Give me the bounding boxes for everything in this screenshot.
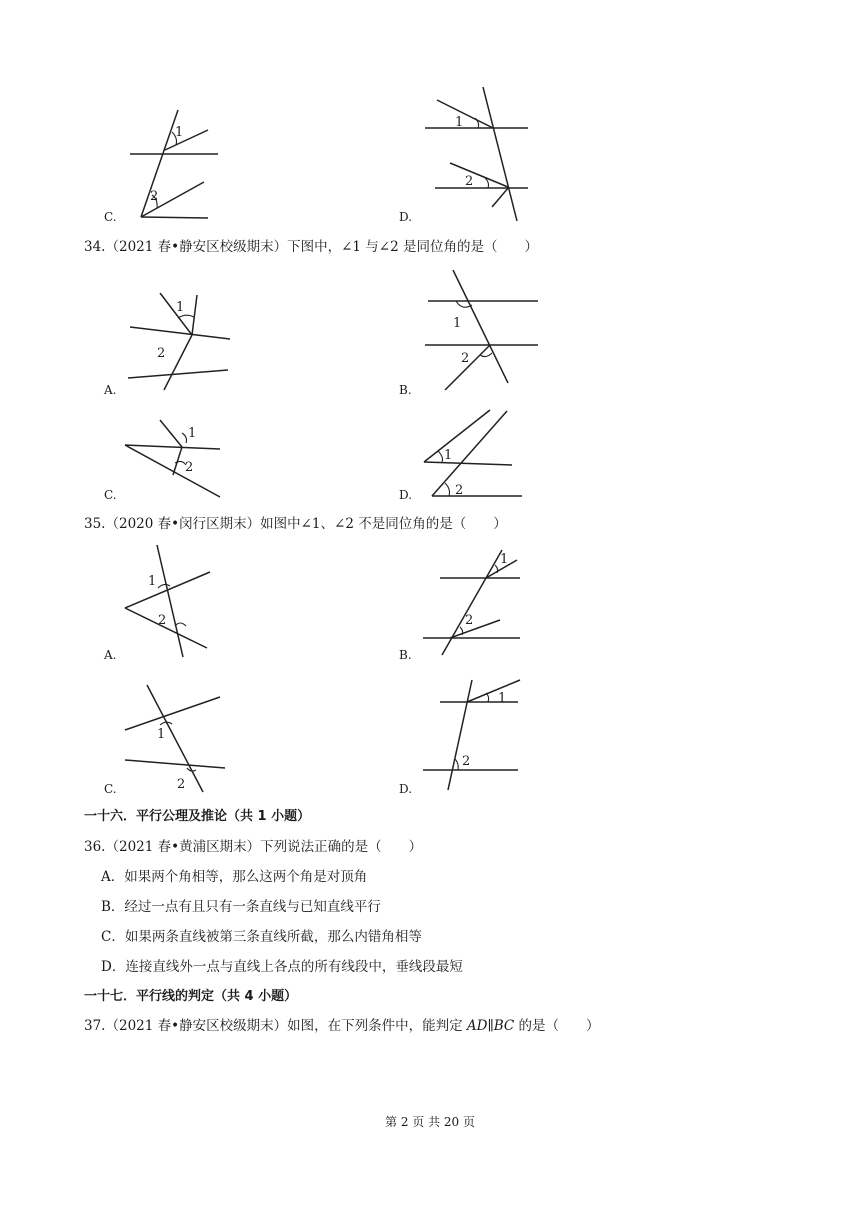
choice-b: B．经过一点有且只有一条直线与已知直线平行: [101, 899, 381, 915]
svg-text:2: 2: [465, 174, 474, 189]
question-35: [84, 515, 507, 533]
svg-text:1: 1: [455, 115, 464, 130]
choice-a: A．如果两个角相等，那么这两个角是对顶角: [101, 869, 368, 885]
question-37: [84, 1017, 600, 1035]
math-expression: AD∥BC: [466, 1018, 515, 1034]
svg-text:2: 2: [150, 189, 159, 204]
q34-figure-d: [420, 405, 530, 500]
option-label: D.: [399, 782, 413, 796]
question-text: 下图中，∠1 与∠2 是同位角的是（ ）: [287, 239, 538, 255]
question-source: （2021 春•静安区校级期末）: [105, 1018, 288, 1034]
option-label: C.: [104, 210, 117, 224]
question-source: （2021 春•静安区校级期末）: [105, 239, 288, 255]
svg-text:1: 1: [188, 426, 197, 441]
question-number: 35.: [84, 516, 106, 532]
option-label: B.: [399, 648, 412, 662]
svg-text:2: 2: [158, 613, 167, 628]
option-label: D.: [399, 210, 413, 224]
svg-text:2: 2: [185, 460, 194, 475]
svg-text:1: 1: [500, 552, 509, 567]
question-text: 如图，在下列条件中，能判定: [287, 1018, 467, 1034]
svg-text:2: 2: [461, 351, 470, 366]
question-text: 下列说法正确的是（ ）: [260, 839, 423, 855]
svg-text:1: 1: [453, 316, 462, 331]
svg-text:1: 1: [157, 727, 166, 742]
figure-top-c: [120, 100, 230, 225]
question-text: 如图中∠1、∠2 不是同位角的是（ ）: [260, 516, 507, 532]
q35-figure-c: [120, 680, 230, 795]
svg-text:1: 1: [148, 574, 157, 589]
q35-figure-d: [420, 675, 530, 795]
option-label: C.: [104, 488, 117, 502]
svg-text:2: 2: [177, 777, 186, 792]
question-number: 36.: [84, 839, 106, 855]
svg-text:2: 2: [465, 613, 474, 628]
question-36: [84, 838, 422, 856]
question-text-end: 的是（ ）: [514, 1018, 600, 1034]
choice-d: D．连接直线外一点与直线上各点的所有线段中，垂线段最短: [101, 959, 463, 975]
q35-figure-a: [120, 540, 220, 660]
svg-text:1: 1: [498, 691, 507, 706]
q34-figure-c: [120, 415, 230, 500]
choice-c: C．如果两条直线被第三条直线所截，那么内错角相等: [101, 929, 422, 945]
question-number: 34.: [84, 239, 106, 255]
section-heading-17: 一十七．平行线的判定（共 4 小题）: [84, 989, 298, 1004]
q34-figure-a: [120, 285, 235, 395]
q34-figure-b: [420, 265, 545, 395]
q35-figure-b: [420, 545, 525, 660]
question-number: 37.: [84, 1018, 106, 1034]
svg-text:2: 2: [462, 754, 471, 769]
svg-text:1: 1: [176, 300, 185, 315]
question-34: [84, 238, 538, 256]
option-label: A.: [104, 648, 117, 662]
question-source: （2021 春•黄浦区期末）: [105, 839, 261, 855]
svg-text:1: 1: [444, 448, 453, 463]
svg-text:1: 1: [175, 125, 184, 140]
option-label: A.: [104, 383, 117, 397]
question-source: （2020 春•闵行区期末）: [105, 516, 261, 532]
figure-top-d: [420, 85, 535, 225]
section-heading-16: 一十六．平行公理及推论（共 1 小题）: [84, 809, 311, 824]
option-label: D.: [399, 488, 413, 502]
page-footer: 第 2 页 共 20 页: [385, 1115, 475, 1129]
svg-text:2: 2: [157, 346, 166, 361]
option-label: C.: [104, 782, 117, 796]
option-label: B.: [399, 383, 412, 397]
svg-text:2: 2: [455, 483, 464, 498]
